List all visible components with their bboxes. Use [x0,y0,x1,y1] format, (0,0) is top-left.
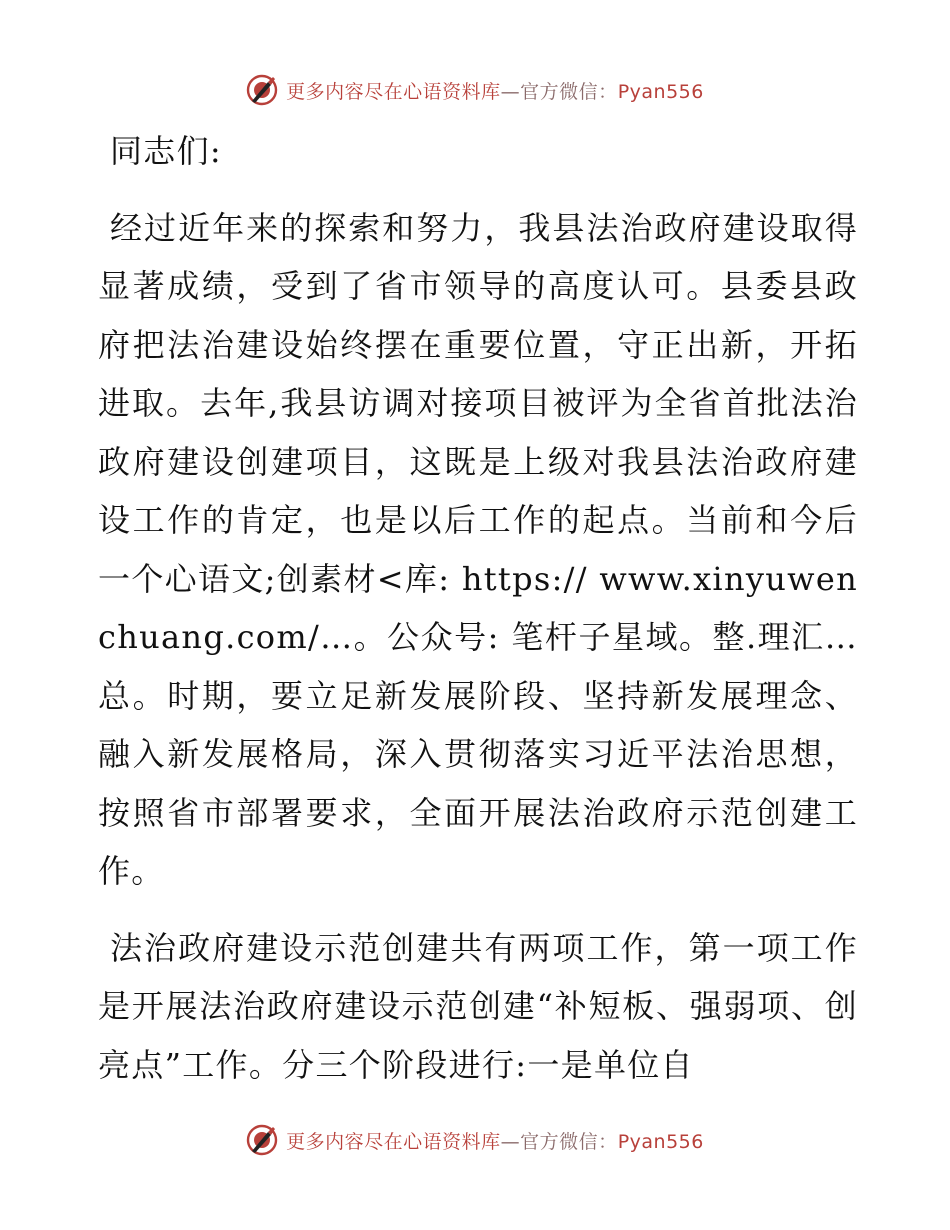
salutation: 同志们: [110,132,222,170]
footer-banner-text [286,1127,704,1154]
footer-watermark-banner [0,1120,950,1160]
quill-logo-icon [246,1124,278,1156]
document-body [98,122,858,1094]
paragraph-1: 经过近年来的探索和努力，我县法治政府建设取得显著成绩，受到了省市领导的高度认可。县委县政府把法治建设始终摆在重要位置，守正出新，开拓进取。去年,我县访调对接项目被评为全省首批法治政府建设创建项目，这既是上级对我县法治政府建设工作的肯定，也是以后工作的起点。当前和今后一个心语文;创素材<库: https:// www.xinyuwenchuang.com/…。公众号: 笔杆子星域。整.理汇…总。时期，要立足新发展阶段、坚持新发展理念、融入新发展格局，深入贯彻落实习近平法治思想，按照省市部署要求，全面开展法治政府示范创建工作。 [98,208,858,890]
footer-banner-sub: —官方微信： [500,1130,618,1153]
header-banner-text [286,77,704,104]
header-banner-handle: Pyan556 [617,80,704,103]
footer-banner-handle: Pyan556 [617,1130,704,1153]
header-watermark-banner [0,70,950,110]
header-banner-main: 更多内容尽在心语资料库 [286,80,501,103]
header-banner-sub: —官方微信： [500,80,618,103]
paragraph-2: 法治政府建设示范创建共有两项工作，第一项工作是开展法治政府建设示范创建“补短板、强弱项、创亮点”工作。分三个阶段进行:一是单位自 [98,928,858,1084]
quill-logo-icon [246,74,278,106]
footer-banner-main: 更多内容尽在心语资料库 [286,1130,501,1153]
